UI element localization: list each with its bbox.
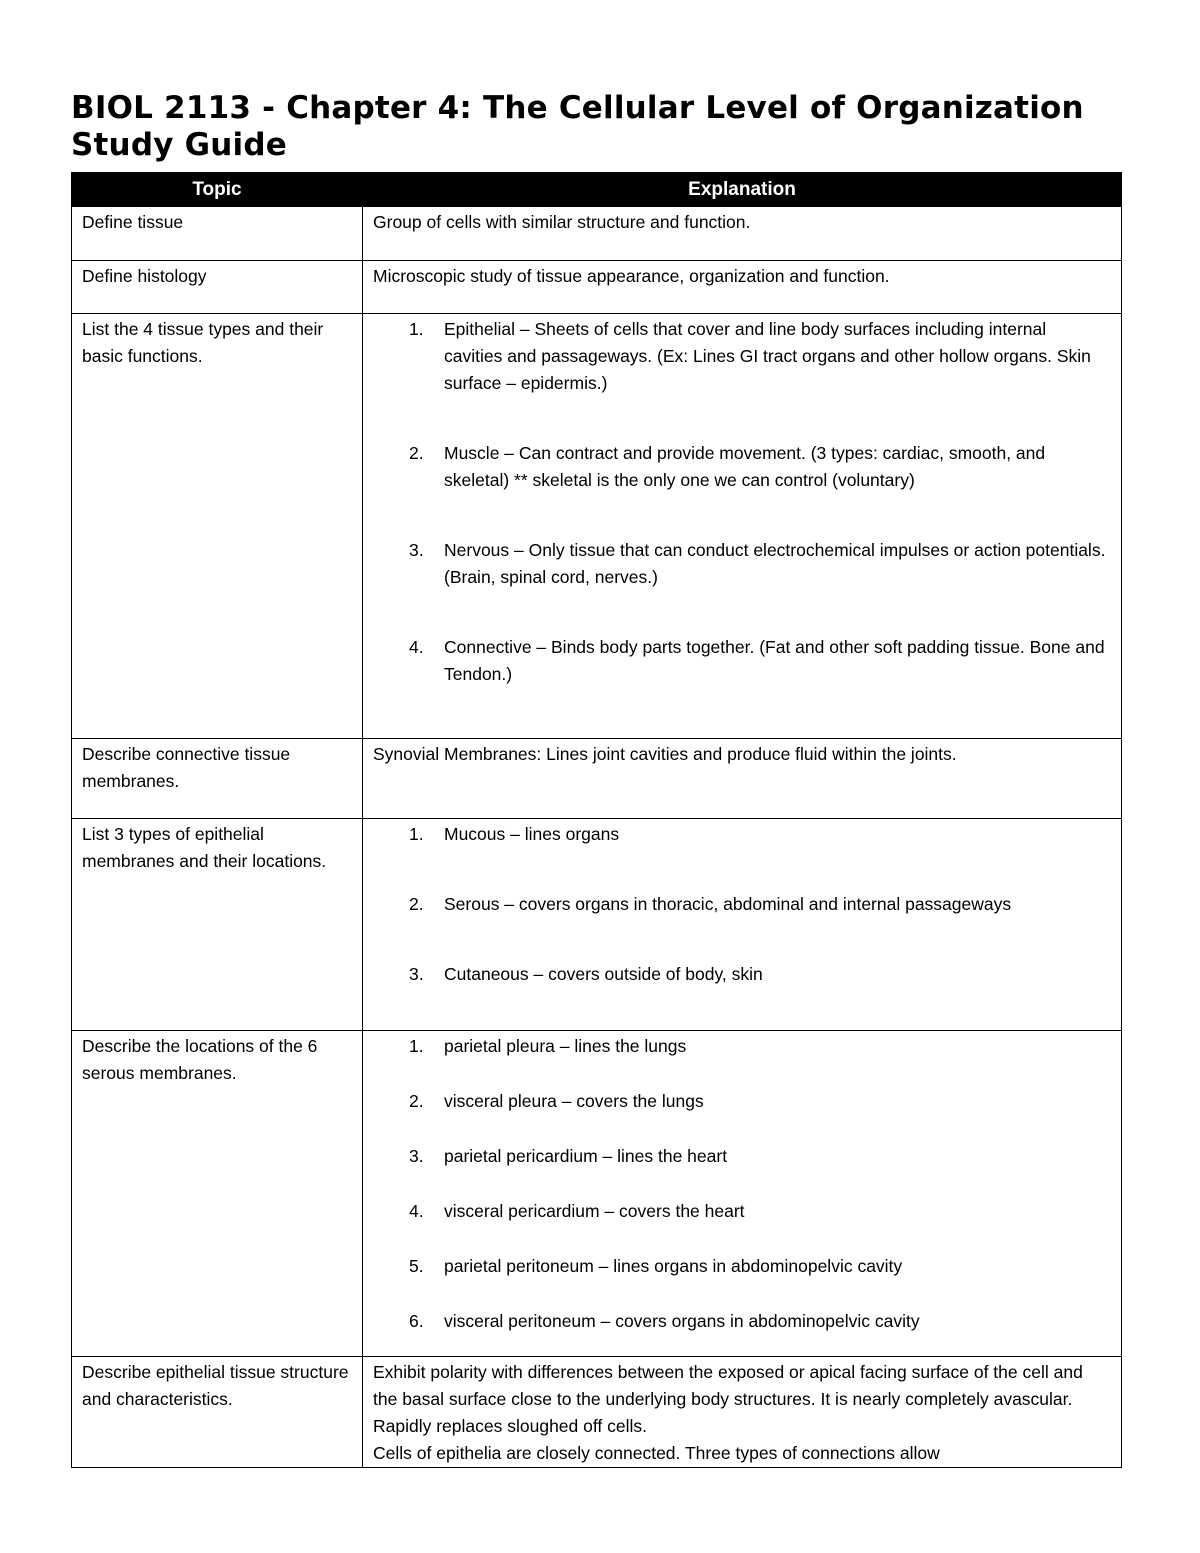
topic-cell: Define tissue: [72, 207, 363, 261]
table-row: [72, 314, 1122, 739]
table-row: [72, 261, 1122, 314]
list-item: 1. parietal pleura – lines the lungs: [409, 1036, 687, 1056]
table-row: [72, 739, 1122, 819]
explanation-cell: [363, 1357, 1122, 1468]
topic-cell: Describe connective tissue membranes.: [72, 739, 363, 819]
list-item: 3. Nervous – Only tissue that can conduct electrochemical impulses or action potentials. (Brain, spinal cord, nerves.): [409, 540, 1106, 587]
list-item: 6. visceral peritoneum – covers organs in abdominopelvic cavity: [409, 1311, 920, 1331]
explanation-cell: [363, 739, 1122, 819]
explanation-text: Group of cells with similar structure and function.: [373, 212, 751, 232]
topic-cell: Define histology: [72, 261, 363, 314]
list-item: 2. Muscle – Can contract and provide movement. (3 types: cardiac, smooth, and skeletal) ** skeletal is the only one we can control (voluntary): [409, 443, 1046, 490]
list-item: 4. Connective – Binds body parts together. (Fat and other soft padding tissue. Bone and Tendon.): [409, 637, 1105, 684]
list-item: 5. parietal peritoneum – lines organs in abdominopelvic cavity: [409, 1256, 903, 1276]
epithelial-membranes-list: [373, 821, 1111, 988]
list-item: 1. Mucous – lines organs: [409, 824, 620, 844]
explanation-text: Exhibit polarity with differences between the exposed or apical facing surface of the cell and the basal surface close to the underlying body structures. It is nearly completely avascular. Rapidly replaces sloughed off cells.: [373, 1362, 1083, 1436]
header-topic: Topic: [72, 173, 363, 207]
explanation-cell: [363, 314, 1122, 739]
explanation-cell: [363, 261, 1122, 314]
explanation-cell: [363, 819, 1122, 1031]
list-item: 1. Epithelial – Sheets of cells that cover and line body surfaces including internal cavities and passageways. (Ex: Lines GI tract organs and other hollow organs. Skin surface – epidermis.): [409, 319, 1091, 393]
list-item: 2. Serous – covers organs in thoracic, abdominal and internal passageways: [409, 894, 1012, 914]
list-item: 3. Cutaneous – covers outside of body, skin: [409, 964, 763, 984]
study-guide-table: [71, 172, 1122, 1468]
document-title: BIOL 2113 - Chapter 4: The Cellular Level of Organization Study Guide: [71, 90, 1084, 163]
topic-cell: Describe the locations of the 6 serous membranes.: [72, 1031, 363, 1357]
topic-cell: List 3 types of epithelial membranes and their locations.: [72, 819, 363, 1031]
explanation-cell: [363, 207, 1122, 261]
topic-cell: Describe epithelial tissue structure and characteristics.: [72, 1357, 363, 1468]
header-explanation: Explanation: [363, 173, 1122, 207]
table-row: [72, 819, 1122, 1031]
table-row: [72, 1357, 1122, 1468]
explanation-text-continued: Cells of epithelia are closely connected. Three types of connections allow: [373, 1443, 940, 1463]
list-item: 3. parietal pericardium – lines the heart: [409, 1146, 728, 1166]
list-item: 4. visceral pericardium – covers the heart: [409, 1201, 745, 1221]
tissue-types-list: [373, 316, 1111, 688]
explanation-cell: [363, 1031, 1122, 1357]
table-header-row: [72, 173, 1122, 207]
table-row: [72, 1031, 1122, 1357]
topic-cell: List the 4 tissue types and their basic functions.: [72, 314, 363, 739]
table-row: [72, 207, 1122, 261]
serous-membranes-list: [373, 1033, 1111, 1335]
list-item: 2. visceral pleura – covers the lungs: [409, 1091, 704, 1111]
explanation-text: Microscopic study of tissue appearance, organization and function.: [373, 266, 890, 286]
explanation-text: Synovial Membranes: Lines joint cavities and produce fluid within the joints.: [373, 744, 957, 764]
